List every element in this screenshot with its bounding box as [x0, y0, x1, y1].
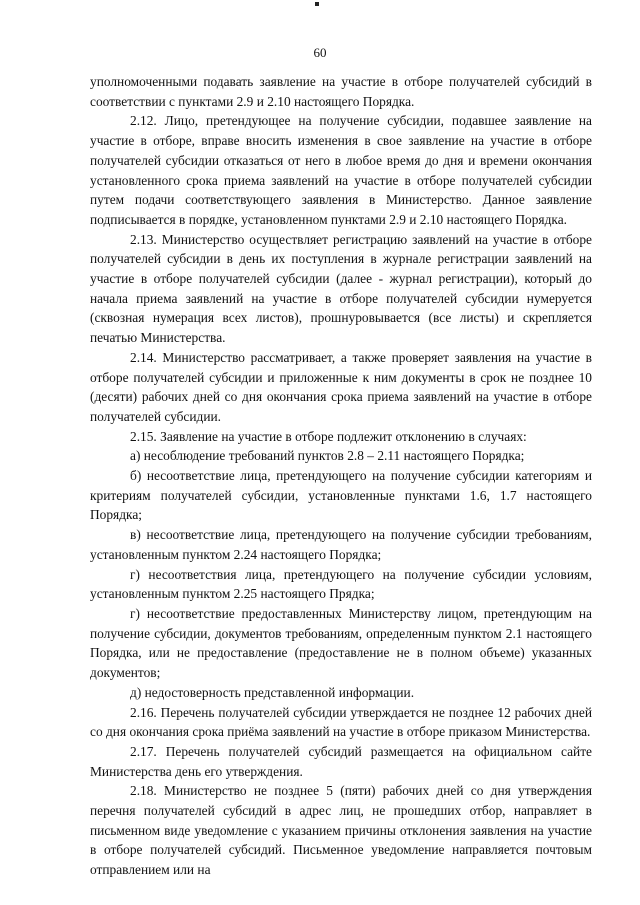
paragraph: в) несоответствие лица, претендующего на получение субсидии требованиям, установленным пунктом 2.24 настоящего Порядка; [90, 527, 592, 562]
paragraph: 2.12. Лицо, претендующее на получение субсидии, подавшее заявление на участие в отборе, вправе вносить изменения в свое заявление на участие в отборе получателей субсидии отказаться от него в любое время до дня и времени окончания установленного срока приема заявлений на участие в отборе получателей субсидии путем подачи соответствующего заявления в Министерство. Данное заявление подписывается в порядке, установленном пунктами 2.9 и 2.10 настоящего Порядка. [90, 113, 592, 227]
paragraph: 2.18. Министерство не позднее 5 (пяти) рабочих дней со дня утверждения перечня получателей субсидий в адрес лиц, не прошедших отбор, направляет в письменном виде уведомление с указанием причины отклонения заявления на участие в отборе получателей субсидий. Письменное уведомление направляется почтовым отправлением или на [90, 783, 592, 878]
paragraph: 2.13. Министерство осуществляет регистрацию заявлений на участие в отборе получателей субсидии в день их поступления в журнале регистрации заявлений на участие в отборе получателей субсидии (далее - журнал регистрации), который до начала приема заявлений на участие в отборе получателей субсидии нумеруется (сквозная нумерация всех листов), прошнуровывается (все листы) и скрепляется печатью Министерства. [90, 231, 592, 346]
paragraph: 2.14. Министерство рассматривает, а также проверяет заявления на участие в отборе получателей субсидии и приложенные к ним документы в срок не позднее 10 (десяти) рабочих дней со дня окончания срока приема заявлений на участие в отборе получателей субсидии. [90, 349, 592, 424]
paragraph: 2.17. Перечень получателей субсидий размещается на официальном сайте Министерства день его утверждения. [90, 743, 592, 779]
paragraph: г) несоответствие предоставленных Министерству лицом, претендующим на получение субсидии, документов требованиям, определенным пунктом 2.1 настоящего Порядка, или не предоставление (предоставление не в полном объеме) указанных документов; [90, 605, 592, 681]
paragraph: а) несоблюдение требований пунктов 2.8 – 2.11 настоящего Порядка; [130, 448, 525, 464]
scan-mark [315, 2, 319, 6]
paragraph: г) несоответствия лица, претендующего на получение субсидии условиям, установленным пунктом 2.25 настоящего Прядка; [90, 566, 592, 602]
paragraph: 2.16. Перечень получателей субсидии утверждается не позднее 12 рабочих дней со дня окончания срока приёма заявлений на участие в отборе приказом Министерства. [90, 704, 592, 740]
document-body [90, 72, 592, 880]
page-number: 60 [313, 45, 327, 60]
paragraph: 2.15. Заявление на участие в отборе подлежит отклонению в случаях: [130, 428, 527, 444]
paragraph: д) недостоверность представленной информации. [130, 684, 415, 700]
paragraph: уполномоченными подавать заявление на участие в отборе получателей субсидий в соответствии с пунктами 2.9 и 2.10 настоящего Порядка. [90, 74, 592, 109]
paragraph: б) несоответствие лица, претендующего на получение субсидии категориям и критериям получателей субсидии, установленные пунктами 1.6, 1.7 настоящего Порядка; [90, 468, 592, 523]
